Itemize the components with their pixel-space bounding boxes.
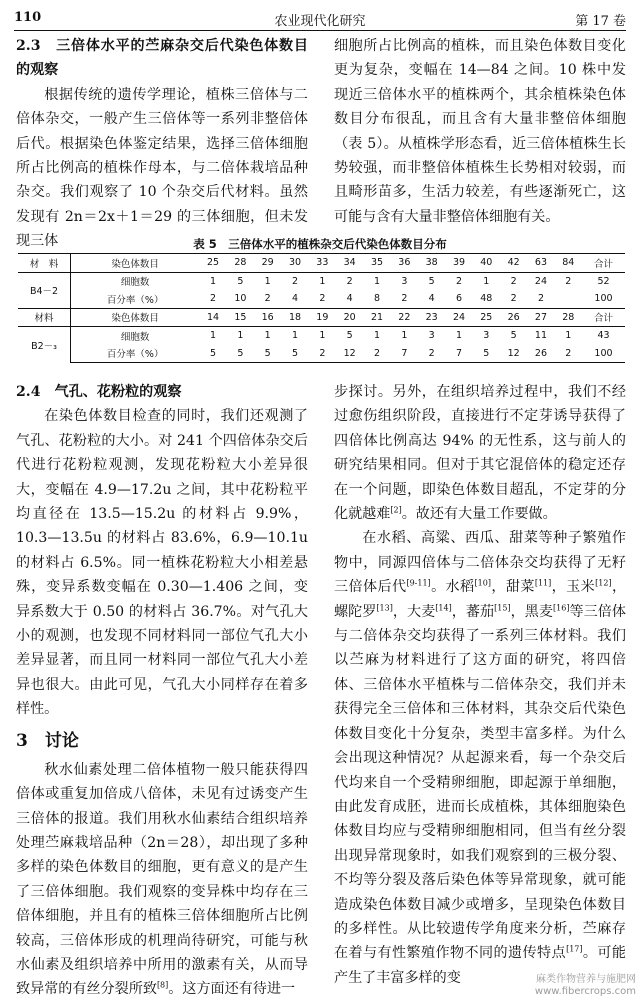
table-header-cell: 27 bbox=[527, 308, 554, 327]
text-run: 等三倍体与二倍体杂交均获得了一系列三体材料。我们以苎麻为材料进行了这方面的研究，将四倍体、三倍体水平植株与二倍体杂交，我们并未获得完全三倍体和三体材料，其杂交后代染色体数目变化十分复杂，类型丰富多样。为什么会出现这种情况？从起源来看，每一个杂交后代均来自一个受精卵细胞，即起源于单细胞，由此发育成胚，进而长成植株，其体细胞染色体数目均应与受精卵细胞相同，但当有丝分裂出现异常现象时，如我们观察到的三极分裂、不均等分裂及落后染色体等异常现象，就可能造成染色体数目减少或增多，呈现染色体数目的多样性。从比较遗传学角度来分析，苎麻存在着与有性繁殖作物不同的遗传特点 bbox=[334, 603, 627, 962]
table-header-cell: 合计 bbox=[582, 308, 625, 327]
text-run: 秋水仙素处理二倍体植物一般只能获得四倍体或重复加倍成八倍体，未见有过诱变产生三倍体的报道。我们用秋水仙素结合组织培养处理苎麻栽培品种（2n＝28），却出现了多种多样的染色体数目的细胞，更有意义的是产生了三倍体细胞。我们观察的变异株中均存在三倍体细胞，并且有的植株三倍体细胞所占比例较高，三倍体形成的机理尚待研究，可能与秋水仙素及组织培养中所用的激素有关，从而导致异常的有丝分裂所致 bbox=[16, 761, 308, 998]
table-cell: 5 bbox=[227, 345, 254, 363]
table-cell: 1 bbox=[292, 330, 299, 342]
table-cell: 52 bbox=[597, 275, 610, 287]
table-header-cell: 染色体数目 bbox=[71, 254, 200, 273]
table-header-cell: 38 bbox=[418, 254, 445, 273]
table-header-cell: 30 bbox=[281, 254, 308, 273]
table-cell: 26 bbox=[527, 345, 554, 363]
table-cell: 5 bbox=[254, 345, 281, 363]
table-cell: 7 bbox=[391, 345, 418, 363]
table-row bbox=[18, 272, 625, 290]
table-header-cell: 39 bbox=[445, 254, 472, 273]
table-cell: 11 bbox=[534, 330, 548, 342]
table-cell: 1 bbox=[264, 275, 271, 287]
text-run: ，黑麦 bbox=[510, 603, 554, 620]
table-header-row bbox=[18, 308, 625, 327]
table-header-cell: 33 bbox=[309, 254, 336, 273]
watermark bbox=[535, 974, 636, 998]
table-cell: 1 bbox=[264, 330, 271, 342]
table-header-cell: 26 bbox=[500, 308, 527, 327]
table-cell: 1 bbox=[319, 275, 326, 287]
paragraph: 根据传统的遗传学理论，植株三倍体与二倍体杂交，一般产生三倍体等一系列非整倍体后代。根据染色体鉴定结果，选择三倍体细胞所占比例高的植株作母本，与二倍体栽培品种杂交。我们观察了 10 个杂交后代材料。虽然发现有 2n＝2x＋1＝29 的三体细胞，但未发现三体 bbox=[16, 86, 308, 250]
table-header-cell: 29 bbox=[254, 254, 281, 273]
table-header-cell: 合计 bbox=[582, 254, 625, 273]
watermark-line: www.fibercrops.com bbox=[534, 986, 636, 997]
citation: [11] bbox=[534, 578, 552, 588]
paragraph bbox=[16, 758, 308, 1002]
table-header-cell: 15 bbox=[227, 308, 254, 327]
table-cell: 5 bbox=[473, 345, 500, 363]
text-run: ，螺陀罗 bbox=[334, 579, 627, 620]
table-header-cell: 染色体数目 bbox=[71, 308, 200, 327]
table-cell: 24 bbox=[534, 275, 548, 287]
table-cell: 10 bbox=[234, 293, 247, 305]
table-cell: 2 bbox=[309, 345, 336, 363]
table-header-cell: 40 bbox=[473, 254, 500, 273]
citation: [14] bbox=[435, 602, 452, 612]
table-cell: 1 bbox=[319, 330, 326, 342]
volume-label: 第 17 卷 bbox=[575, 14, 626, 29]
table-cell: 12 bbox=[500, 345, 527, 363]
text-run: 。故还有大量工作要做。 bbox=[401, 506, 557, 523]
table-cell: 2 bbox=[418, 345, 445, 363]
material-label: B2－₃ bbox=[18, 327, 71, 363]
table-header-cell: 84 bbox=[555, 254, 582, 273]
table-header-cell: 35 bbox=[363, 254, 390, 273]
paragraph: 在染色体数目检查的同时，我们还观测了气孔、花粉粒的大小。对 241 个四倍体杂交后代进行花粉粒观测，发现花粉粒大小差异很大，变幅在 4.9—17.2u 之间，其中花粉粒平均直径在 13.5—15.2u 的材料占 9.9%，10.3—13.5u 的材料占 83.6%，6.9—10.1u 的材料占 6.5%。同一植株花粉粒大小相差悬殊，变异系数变幅在 0.30—1.406 之间，变异系数大于 0.50 的材料占 36.7%。对气孔大小的观测，也发现不同材料同一部位气孔大小差异显著，而且同一材料同一部位气孔大小差异也很大。由此可见，气孔大小同样存在着多样性。 bbox=[16, 408, 308, 718]
paragraph bbox=[334, 380, 626, 526]
section-heading-3: 3 讨论 bbox=[16, 730, 79, 751]
table-cell: 1 bbox=[373, 330, 381, 342]
table-cell: 2 bbox=[455, 275, 463, 287]
paragraph bbox=[334, 526, 626, 990]
citation: [17] bbox=[566, 944, 583, 954]
table-cell: 3 bbox=[428, 330, 435, 342]
table-header-cell: 23 bbox=[418, 308, 445, 327]
text-run: 。这方面还有待进一 bbox=[168, 981, 296, 998]
table-header-cell: 28 bbox=[227, 254, 254, 273]
table-header-cell: 19 bbox=[309, 308, 336, 327]
table-cell: 1 bbox=[565, 330, 572, 342]
table-cell: 2 bbox=[264, 293, 271, 305]
citation: [15] bbox=[494, 602, 511, 612]
column-left-bottom bbox=[16, 380, 308, 1002]
table-cell: 1 bbox=[455, 330, 463, 342]
table-header-cell: 20 bbox=[336, 308, 363, 327]
table-row bbox=[18, 327, 625, 345]
column-right-top bbox=[334, 34, 626, 229]
table-cell: 1 bbox=[373, 275, 381, 287]
text-run: ，玉米 bbox=[551, 579, 596, 596]
table-header-cell: 25 bbox=[473, 308, 500, 327]
citation: [10] bbox=[474, 578, 491, 588]
table-cell: 2 bbox=[555, 345, 582, 363]
table-cell: 100 bbox=[594, 293, 613, 305]
table-cell: 2 bbox=[537, 293, 544, 305]
journal-title: 农业现代化研究 bbox=[274, 14, 366, 29]
text-run: ，蕃茄 bbox=[451, 603, 495, 620]
table-header-cell: 16 bbox=[254, 308, 281, 327]
text-run: 。可能产生了丰富多样的变 bbox=[334, 945, 627, 986]
citation: [8] bbox=[156, 980, 169, 990]
table-cell: 1 bbox=[210, 275, 217, 287]
material-label: B4－2 bbox=[18, 272, 71, 308]
table-header-cell: 21 bbox=[363, 308, 390, 327]
table-cell: 12 bbox=[336, 345, 363, 363]
table-cell: 2 bbox=[319, 293, 326, 305]
citation: [13] bbox=[376, 602, 393, 612]
table-cell: 细胞数 bbox=[120, 277, 150, 289]
table-cell: 1 bbox=[401, 330, 408, 342]
table-cell: 1 bbox=[237, 330, 244, 342]
table-caption: 表 5 三倍体水平的植株杂交后代染色体数目分布 bbox=[193, 237, 447, 251]
table-cell: 2 bbox=[363, 345, 390, 363]
citation: [16] bbox=[553, 602, 570, 612]
table-header-cell: 14 bbox=[199, 308, 226, 327]
page-number: 110 bbox=[14, 10, 42, 25]
table-cell: 43 bbox=[597, 330, 610, 342]
watermark-line: 麻类作物营养与施肥网 bbox=[536, 974, 636, 985]
table-cell: 5 bbox=[510, 330, 517, 342]
table-header-cell: 18 bbox=[281, 308, 308, 327]
table-cell: 100 bbox=[582, 345, 625, 363]
table-cell: 4 bbox=[346, 293, 353, 305]
table-cell: 2 bbox=[210, 293, 217, 305]
table-header-cell: 42 bbox=[500, 254, 527, 273]
column-left-top bbox=[16, 34, 308, 254]
table-header-cell: 34 bbox=[336, 254, 363, 273]
table-cell: 48 bbox=[480, 293, 493, 305]
table-cell: 2 bbox=[292, 275, 299, 287]
citation: [2] bbox=[390, 505, 402, 515]
section-heading-2-4: 2.4 气孔、花粉粒的观察 bbox=[16, 384, 182, 400]
table-cell bbox=[555, 290, 582, 308]
table-cell: 1 bbox=[483, 275, 490, 287]
table-5 bbox=[18, 253, 625, 363]
column-right-bottom bbox=[334, 380, 626, 990]
running-header bbox=[14, 8, 626, 31]
table-cell: 5 bbox=[346, 330, 353, 342]
text-run: 。水稻 bbox=[430, 579, 475, 596]
text-run: 在水稻、高粱、西瓜、甜菜等种子繁殖作物中，同源四倍体与二倍体杂交均获得了无籽三倍体后代 bbox=[334, 530, 626, 596]
table-cell: 1 bbox=[210, 330, 217, 342]
table-cell: 2 bbox=[510, 275, 517, 287]
table-cell: 5 bbox=[237, 275, 244, 287]
text-run: 步探讨。另外，在组织培养过程中，我们不经过愈伤组织阶段，直接进行不定芽诱导获得了四倍体比例高达 94% 的无性系，这与前人的研究结果相同。但对于其它混倍体的稳定还存在一个问题，即染色体数目超乱，不定芽的分化就越难 bbox=[334, 384, 626, 523]
table-cell: 8 bbox=[373, 293, 381, 305]
table-cell: 3 bbox=[401, 275, 408, 287]
table-header-cell: 25 bbox=[199, 254, 226, 273]
table-header-cell: 材 料 bbox=[18, 254, 71, 273]
table-header-cell: 24 bbox=[445, 308, 472, 327]
table-cell: 2 bbox=[510, 293, 517, 305]
table-cell: 细胞数 bbox=[120, 331, 150, 343]
table-cell: 3 bbox=[483, 330, 490, 342]
section-heading-2-3: 2.3 三倍体水平的苎麻杂交后代染色体数目的观察 bbox=[16, 38, 308, 79]
table-header-cell: 28 bbox=[555, 308, 582, 327]
table-cell: 6 bbox=[455, 293, 463, 305]
table-row bbox=[18, 345, 625, 363]
citation: [12] bbox=[595, 578, 612, 588]
table-cell: 2 bbox=[401, 293, 408, 305]
table-cell: 百分率（%） bbox=[106, 294, 164, 306]
table-header-cell: 22 bbox=[391, 308, 418, 327]
table-header-cell: 36 bbox=[391, 254, 418, 273]
table-cell: 4 bbox=[292, 293, 299, 305]
paragraph: 细胞所占比例高的植株，而且染色体数目变化更为复杂，变幅在 14—84 之间。10 株中发现近三倍体水平的植株两个，其余植株染色体数目分布很乱，而且含有大量非整倍体细胞（表 5）。从植株学形态看，近三倍体植株生长势较强，而非整倍体植株生长势相对较弱，而且畸形苗多，生活力较差，有些逐渐死亡，这可能与含有大量非整倍体细胞有关。 bbox=[334, 38, 626, 225]
table-header-cell: 材料 bbox=[18, 308, 71, 327]
text-run: ，大麦 bbox=[392, 603, 436, 620]
table-cell: 2 bbox=[346, 275, 353, 287]
table-cell: 百分率（%） bbox=[71, 345, 200, 363]
table-header-cell: 63 bbox=[527, 254, 554, 273]
text-run: ，甜菜 bbox=[490, 579, 535, 596]
table-header-row bbox=[18, 254, 625, 273]
table-cell: 5 bbox=[281, 345, 308, 363]
citation: [9-11] bbox=[406, 578, 431, 588]
table-cell: 5 bbox=[199, 345, 226, 363]
table-cell: 5 bbox=[428, 275, 435, 287]
table-cell: 4 bbox=[428, 293, 435, 305]
table-cell: 2 bbox=[565, 275, 572, 287]
table-row bbox=[18, 290, 625, 308]
table-cell: 7 bbox=[445, 345, 472, 363]
